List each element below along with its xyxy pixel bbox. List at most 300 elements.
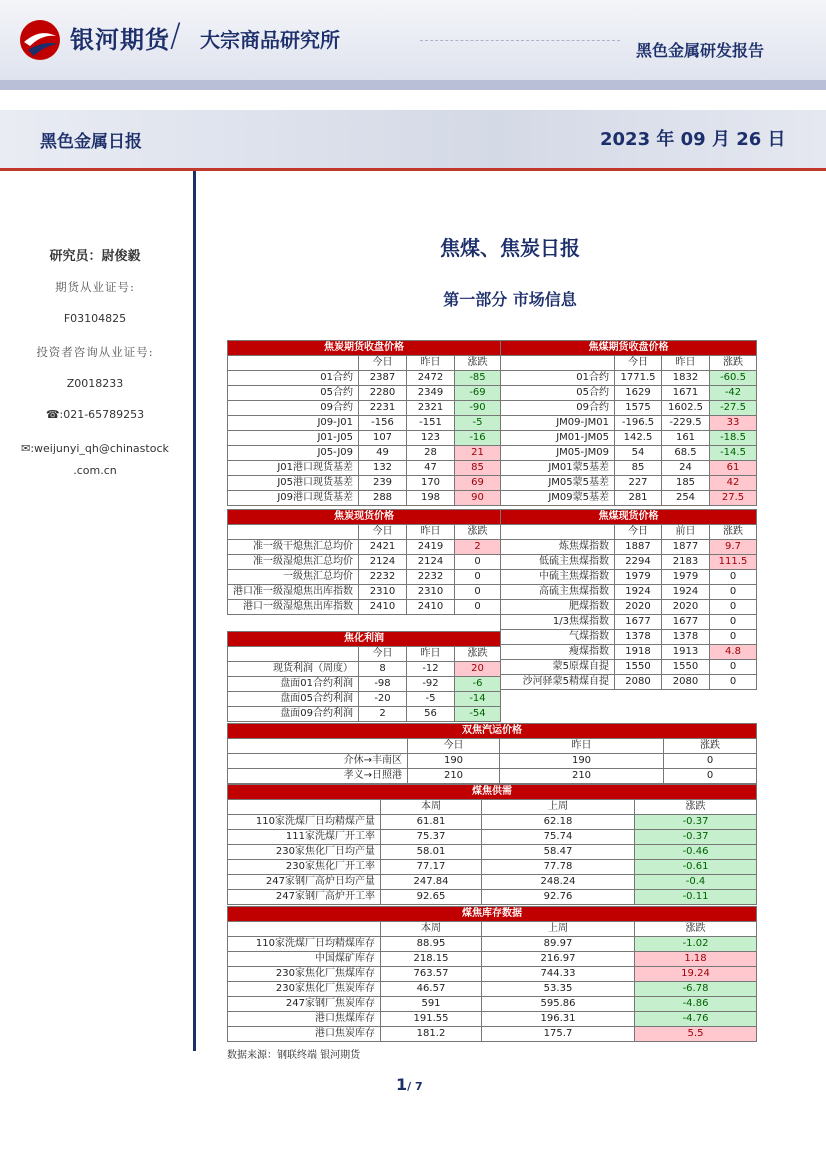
row-label: 盘面01合约利润 bbox=[228, 677, 359, 692]
header-blank-cell bbox=[501, 356, 615, 371]
row-label: 247家钢厂高炉开工率 bbox=[228, 890, 381, 905]
table-header-row bbox=[228, 525, 501, 540]
value-cell: 198 bbox=[407, 491, 455, 506]
value-cell: 281 bbox=[615, 491, 662, 506]
value-cell: 175.7 bbox=[482, 1027, 635, 1042]
table-row bbox=[501, 371, 757, 386]
table-row bbox=[228, 769, 757, 784]
table-row bbox=[228, 416, 501, 431]
row-label: J09港口现货基差 bbox=[228, 491, 359, 506]
value-cell: 8 bbox=[359, 662, 407, 677]
table-header-row bbox=[228, 739, 757, 754]
value-cell: 1629 bbox=[615, 386, 662, 401]
column-header: 涨跌 bbox=[635, 800, 757, 815]
column-header: 昨日 bbox=[407, 525, 455, 540]
row-label: 准一级干熄焦汇总均价 bbox=[228, 540, 359, 555]
value-cell: 248.24 bbox=[482, 875, 635, 890]
header-blank-cell bbox=[228, 922, 381, 937]
column-header: 涨跌 bbox=[455, 356, 501, 371]
change-cell: -90 bbox=[455, 401, 501, 416]
section-title: 第一部分 市场信息 bbox=[443, 290, 577, 309]
value-cell: 254 bbox=[662, 491, 710, 506]
table-row bbox=[228, 890, 757, 905]
value-cell: 75.37 bbox=[381, 830, 482, 845]
value-cell: 46.57 bbox=[381, 982, 482, 997]
table-row bbox=[228, 476, 501, 491]
value-cell: 1918 bbox=[615, 645, 662, 660]
change-cell: -0.61 bbox=[635, 860, 757, 875]
change-cell: 90 bbox=[455, 491, 501, 506]
table-row bbox=[228, 1012, 757, 1027]
value-cell: 2080 bbox=[615, 675, 662, 690]
page-total: / 7 bbox=[407, 1080, 423, 1093]
column-header: 涨跌 bbox=[710, 356, 757, 371]
header-blank-cell bbox=[228, 525, 359, 540]
table-row bbox=[501, 446, 757, 461]
value-cell: -156 bbox=[359, 416, 407, 431]
page-number bbox=[396, 1075, 423, 1094]
value-cell: 62.18 bbox=[482, 815, 635, 830]
value-cell: 2020 bbox=[615, 600, 662, 615]
divider-slash: / bbox=[170, 16, 181, 54]
header-bar bbox=[0, 80, 826, 90]
value-cell: 2124 bbox=[407, 555, 455, 570]
table-title: 焦化利润 bbox=[228, 632, 501, 647]
table-row bbox=[501, 491, 757, 506]
table-row bbox=[228, 875, 757, 890]
change-cell: -60.5 bbox=[710, 371, 757, 386]
data-source: 数据来源：钢联终端 银河期货 bbox=[227, 1050, 361, 1061]
table-row bbox=[228, 677, 501, 692]
value-cell: 1924 bbox=[615, 585, 662, 600]
column-header: 今日 bbox=[359, 525, 407, 540]
value-cell: 2183 bbox=[662, 555, 710, 570]
row-label: 准一级湿熄焦汇总均价 bbox=[228, 555, 359, 570]
value-cell: 75.74 bbox=[482, 830, 635, 845]
value-cell: 1671 bbox=[662, 386, 710, 401]
row-label: 247家钢厂焦炭库存 bbox=[228, 997, 381, 1012]
table-header-row bbox=[501, 356, 757, 371]
row-label: J05港口现货基差 bbox=[228, 476, 359, 491]
value-cell: 88.95 bbox=[381, 937, 482, 952]
value-cell: 2231 bbox=[359, 401, 407, 416]
license-label: 期货从业证号: bbox=[55, 280, 135, 294]
value-cell: 744.33 bbox=[482, 967, 635, 982]
value-cell: -5 bbox=[407, 692, 455, 707]
change-cell: -5 bbox=[455, 416, 501, 431]
value-cell: 89.97 bbox=[482, 937, 635, 952]
table-row bbox=[228, 401, 501, 416]
row-label: 中硫主焦煤指数 bbox=[501, 570, 615, 585]
change-cell: 0 bbox=[710, 570, 757, 585]
value-cell: 54 bbox=[615, 446, 662, 461]
table-row bbox=[228, 446, 501, 461]
value-cell: 216.97 bbox=[482, 952, 635, 967]
change-cell: -42 bbox=[710, 386, 757, 401]
table-row bbox=[501, 645, 757, 660]
value-cell: 107 bbox=[359, 431, 407, 446]
value-cell: 1378 bbox=[615, 630, 662, 645]
value-cell: 47 bbox=[407, 461, 455, 476]
coal-futures-table bbox=[500, 340, 757, 506]
value-cell: 2310 bbox=[359, 585, 407, 600]
value-cell: 1913 bbox=[662, 645, 710, 660]
change-cell: 0 bbox=[455, 555, 501, 570]
value-cell: 210 bbox=[500, 769, 664, 784]
change-cell: 1.18 bbox=[635, 952, 757, 967]
column-header: 涨跌 bbox=[664, 739, 757, 754]
column-header: 今日 bbox=[359, 647, 407, 662]
table-title: 煤焦库存数据 bbox=[228, 907, 757, 922]
table-row bbox=[228, 982, 757, 997]
row-label: 盘面09合约利润 bbox=[228, 707, 359, 722]
table-row bbox=[228, 570, 501, 585]
row-label: 孝义→日照港 bbox=[228, 769, 408, 784]
freight-table bbox=[227, 723, 757, 784]
email-line-1: ✉:weijunyi_qh@chinastock bbox=[21, 442, 169, 455]
value-cell: 24 bbox=[662, 461, 710, 476]
column-header: 本周 bbox=[381, 800, 482, 815]
table-row bbox=[228, 600, 501, 615]
value-cell: 185 bbox=[662, 476, 710, 491]
value-cell: 2410 bbox=[407, 600, 455, 615]
table-title: 焦煤现货价格 bbox=[501, 510, 757, 525]
row-label: J05-J09 bbox=[228, 446, 359, 461]
table-row bbox=[228, 707, 501, 722]
row-label: JM05-JM09 bbox=[501, 446, 615, 461]
consult-label: 投资者咨询从业证号: bbox=[36, 345, 154, 359]
table-title-row bbox=[228, 632, 501, 647]
row-label: JM01蒙5基差 bbox=[501, 461, 615, 476]
row-label: 炼焦煤指数 bbox=[501, 540, 615, 555]
table-row bbox=[501, 615, 757, 630]
value-cell: 1575 bbox=[615, 401, 662, 416]
row-label: 气煤指数 bbox=[501, 630, 615, 645]
value-cell: 196.31 bbox=[482, 1012, 635, 1027]
change-cell: -14 bbox=[455, 692, 501, 707]
column-header: 上周 bbox=[482, 922, 635, 937]
table-title-row bbox=[228, 785, 757, 800]
table-row bbox=[228, 540, 501, 555]
row-label: J09-J01 bbox=[228, 416, 359, 431]
column-header: 昨日 bbox=[500, 739, 664, 754]
change-cell: -14.5 bbox=[710, 446, 757, 461]
value-cell: 591 bbox=[381, 997, 482, 1012]
value-cell: 763.57 bbox=[381, 967, 482, 982]
table-row bbox=[228, 860, 757, 875]
report-type: 黑色金属研发报告 bbox=[636, 41, 765, 60]
table-title-row bbox=[228, 510, 501, 525]
supply-table bbox=[227, 784, 757, 905]
table-title-row bbox=[228, 724, 757, 739]
row-label: 111家洗煤厂开工率 bbox=[228, 830, 381, 845]
value-cell: 218.15 bbox=[381, 952, 482, 967]
change-cell: 0 bbox=[710, 600, 757, 615]
header-blank-cell bbox=[228, 739, 408, 754]
change-cell: 111.5 bbox=[710, 555, 757, 570]
table-row bbox=[501, 476, 757, 491]
change-cell: -27.5 bbox=[710, 401, 757, 416]
row-label: JM09蒙5基差 bbox=[501, 491, 615, 506]
table-row bbox=[228, 815, 757, 830]
table-row bbox=[228, 692, 501, 707]
table-row bbox=[501, 555, 757, 570]
row-label: 中国煤矿库存 bbox=[228, 952, 381, 967]
table-row bbox=[228, 491, 501, 506]
value-cell: -20 bbox=[359, 692, 407, 707]
value-cell: 68.5 bbox=[662, 446, 710, 461]
column-header: 昨日 bbox=[407, 356, 455, 371]
value-cell: 595.86 bbox=[482, 997, 635, 1012]
change-cell: -1.02 bbox=[635, 937, 757, 952]
table-row bbox=[501, 401, 757, 416]
row-label: 01合约 bbox=[228, 371, 359, 386]
change-cell: 42 bbox=[710, 476, 757, 491]
change-cell: -16 bbox=[455, 431, 501, 446]
table-row bbox=[501, 660, 757, 675]
value-cell: 56 bbox=[407, 707, 455, 722]
table-header-row bbox=[228, 356, 501, 371]
change-cell: 0 bbox=[664, 769, 757, 784]
table-row bbox=[228, 585, 501, 600]
change-cell: 19.24 bbox=[635, 967, 757, 982]
table-row bbox=[228, 555, 501, 570]
report-date: 2023 年 09 月 26 日 bbox=[600, 129, 786, 150]
row-label: 盘面05合约利润 bbox=[228, 692, 359, 707]
table-header-row bbox=[501, 525, 757, 540]
header-blank-cell bbox=[228, 356, 359, 371]
change-cell: 0 bbox=[455, 570, 501, 585]
value-cell: 2310 bbox=[407, 585, 455, 600]
row-label: 一级焦汇总均价 bbox=[228, 570, 359, 585]
table-row bbox=[228, 845, 757, 860]
column-header: 本周 bbox=[381, 922, 482, 937]
header-blank-cell bbox=[228, 647, 359, 662]
change-cell: 0 bbox=[710, 615, 757, 630]
column-header: 今日 bbox=[615, 525, 662, 540]
change-cell: 27.5 bbox=[710, 491, 757, 506]
table-row bbox=[228, 431, 501, 446]
table-row bbox=[501, 416, 757, 431]
column-header: 昨日 bbox=[407, 647, 455, 662]
value-cell: 1877 bbox=[662, 540, 710, 555]
value-cell: 1979 bbox=[615, 570, 662, 585]
column-header: 今日 bbox=[615, 356, 662, 371]
change-cell: 5.5 bbox=[635, 1027, 757, 1042]
value-cell: 123 bbox=[407, 431, 455, 446]
value-cell: 2387 bbox=[359, 371, 407, 386]
value-cell: 247.84 bbox=[381, 875, 482, 890]
table-row bbox=[501, 675, 757, 690]
row-label: 09合约 bbox=[501, 401, 615, 416]
table-title-row bbox=[501, 341, 757, 356]
row-label: 低硫主焦煤指数 bbox=[501, 555, 615, 570]
value-cell: 77.78 bbox=[482, 860, 635, 875]
table-row bbox=[228, 937, 757, 952]
value-cell: 61.81 bbox=[381, 815, 482, 830]
value-cell: 170 bbox=[407, 476, 455, 491]
column-header: 前日 bbox=[662, 525, 710, 540]
main-title: 焦煤、焦炭日报 bbox=[440, 236, 580, 260]
table-row bbox=[501, 600, 757, 615]
table-title-row bbox=[501, 510, 757, 525]
row-label: 高硫主焦煤指数 bbox=[501, 585, 615, 600]
value-cell: 92.76 bbox=[482, 890, 635, 905]
value-cell: -229.5 bbox=[662, 416, 710, 431]
report-title: 黑色金属日报 bbox=[40, 132, 142, 152]
change-cell: 21 bbox=[455, 446, 501, 461]
row-label: 港口焦煤库存 bbox=[228, 1012, 381, 1027]
table-row bbox=[228, 997, 757, 1012]
change-cell: 33 bbox=[710, 416, 757, 431]
table-row bbox=[228, 662, 501, 677]
table-header-row bbox=[228, 647, 501, 662]
page-current: 1 bbox=[396, 1075, 408, 1094]
value-cell: 85 bbox=[615, 461, 662, 476]
brand-name: 银河期货 bbox=[70, 26, 170, 54]
column-header: 昨日 bbox=[662, 356, 710, 371]
column-header: 涨跌 bbox=[635, 922, 757, 937]
value-cell: 2472 bbox=[407, 371, 455, 386]
inventory-table bbox=[227, 906, 757, 1042]
value-cell: 2421 bbox=[359, 540, 407, 555]
value-cell: 1924 bbox=[662, 585, 710, 600]
row-label: 230家焦化厂日均产量 bbox=[228, 845, 381, 860]
change-cell: 9.7 bbox=[710, 540, 757, 555]
galaxy-logo-icon bbox=[18, 18, 62, 62]
value-cell: 239 bbox=[359, 476, 407, 491]
value-cell: 2321 bbox=[407, 401, 455, 416]
value-cell: 2349 bbox=[407, 386, 455, 401]
table-row bbox=[501, 570, 757, 585]
change-cell: 0 bbox=[710, 585, 757, 600]
value-cell: 1550 bbox=[615, 660, 662, 675]
column-header: 涨跌 bbox=[455, 647, 501, 662]
table-row bbox=[228, 461, 501, 476]
change-cell: 69 bbox=[455, 476, 501, 491]
change-cell: 0 bbox=[455, 585, 501, 600]
license-number: F03104825 bbox=[63, 312, 127, 325]
row-label: 110家洗煤厂日均精煤产量 bbox=[228, 815, 381, 830]
change-cell: 4.8 bbox=[710, 645, 757, 660]
table-row bbox=[228, 967, 757, 982]
value-cell: 2020 bbox=[662, 600, 710, 615]
coal-spot-table bbox=[500, 509, 757, 690]
value-cell: -196.5 bbox=[615, 416, 662, 431]
value-cell: 2080 bbox=[662, 675, 710, 690]
change-cell: -6 bbox=[455, 677, 501, 692]
row-label: 05合约 bbox=[228, 386, 359, 401]
header-blank-cell bbox=[501, 525, 615, 540]
table-header-row bbox=[228, 922, 757, 937]
value-cell: 1887 bbox=[615, 540, 662, 555]
table-row bbox=[228, 830, 757, 845]
change-cell: -85 bbox=[455, 371, 501, 386]
row-label: 1/3焦煤指数 bbox=[501, 615, 615, 630]
row-label: 港口准一级湿熄焦出库指数 bbox=[228, 585, 359, 600]
value-cell: -151 bbox=[407, 416, 455, 431]
coking-profit-table bbox=[227, 631, 501, 722]
column-header: 今日 bbox=[359, 356, 407, 371]
change-cell: -4.86 bbox=[635, 997, 757, 1012]
table-row bbox=[228, 371, 501, 386]
value-cell: 288 bbox=[359, 491, 407, 506]
table-header-row bbox=[228, 800, 757, 815]
value-cell: 2280 bbox=[359, 386, 407, 401]
change-cell: -6.78 bbox=[635, 982, 757, 997]
row-label: 110家洗煤厂日均精煤库存 bbox=[228, 937, 381, 952]
row-label: 介休→丰南区 bbox=[228, 754, 408, 769]
value-cell: 58.47 bbox=[482, 845, 635, 860]
row-label: JM05蒙5基差 bbox=[501, 476, 615, 491]
department-name: 大宗商品研究所 bbox=[200, 28, 340, 52]
value-cell: 142.5 bbox=[615, 431, 662, 446]
researcher-name: 研究员：尉俊毅 bbox=[49, 249, 141, 264]
change-cell: 61 bbox=[710, 461, 757, 476]
table-row bbox=[228, 754, 757, 769]
row-label: 瘦煤指数 bbox=[501, 645, 615, 660]
band-underline bbox=[0, 168, 826, 171]
value-cell: 210 bbox=[408, 769, 500, 784]
value-cell: 1979 bbox=[662, 570, 710, 585]
sidebar-divider bbox=[193, 171, 196, 1051]
row-label: J01港口现货基差 bbox=[228, 461, 359, 476]
value-cell: 53.35 bbox=[482, 982, 635, 997]
change-cell: 85 bbox=[455, 461, 501, 476]
row-label: 230家焦化厂焦煤库存 bbox=[228, 967, 381, 982]
table-title: 焦炭现货价格 bbox=[228, 510, 501, 525]
change-cell: -0.11 bbox=[635, 890, 757, 905]
value-cell: 2 bbox=[359, 707, 407, 722]
value-cell: 1832 bbox=[662, 371, 710, 386]
value-cell: 2294 bbox=[615, 555, 662, 570]
value-cell: 1677 bbox=[615, 615, 662, 630]
email-line-2: .com.cn bbox=[73, 464, 117, 477]
value-cell: 2410 bbox=[359, 600, 407, 615]
value-cell: 2124 bbox=[359, 555, 407, 570]
row-label: JM01-JM05 bbox=[501, 431, 615, 446]
table-title-row bbox=[228, 341, 501, 356]
value-cell: 92.65 bbox=[381, 890, 482, 905]
value-cell: -92 bbox=[407, 677, 455, 692]
change-cell: -0.37 bbox=[635, 815, 757, 830]
table-title-row bbox=[228, 907, 757, 922]
row-label: 230家焦化厂开工率 bbox=[228, 860, 381, 875]
row-label: J01-J05 bbox=[228, 431, 359, 446]
table-row bbox=[501, 585, 757, 600]
value-cell: 58.01 bbox=[381, 845, 482, 860]
table-row bbox=[501, 540, 757, 555]
value-cell: 2232 bbox=[407, 570, 455, 585]
row-label: 09合约 bbox=[228, 401, 359, 416]
value-cell: -12 bbox=[407, 662, 455, 677]
row-label: 港口焦炭库存 bbox=[228, 1027, 381, 1042]
value-cell: 1378 bbox=[662, 630, 710, 645]
row-label: 肥煤指数 bbox=[501, 600, 615, 615]
table-title: 煤焦供需 bbox=[228, 785, 757, 800]
coke-spot-table bbox=[227, 509, 501, 615]
value-cell: 2232 bbox=[359, 570, 407, 585]
change-cell: -0.4 bbox=[635, 875, 757, 890]
row-label: 247家钢厂高炉日均产量 bbox=[228, 875, 381, 890]
row-label: 蒙5原煤自提 bbox=[501, 660, 615, 675]
table-row bbox=[501, 386, 757, 401]
column-header: 上周 bbox=[482, 800, 635, 815]
consult-number: Z0018233 bbox=[66, 377, 124, 390]
row-label: 现货利润（周度） bbox=[228, 662, 359, 677]
value-cell: 190 bbox=[500, 754, 664, 769]
value-cell: 28 bbox=[407, 446, 455, 461]
